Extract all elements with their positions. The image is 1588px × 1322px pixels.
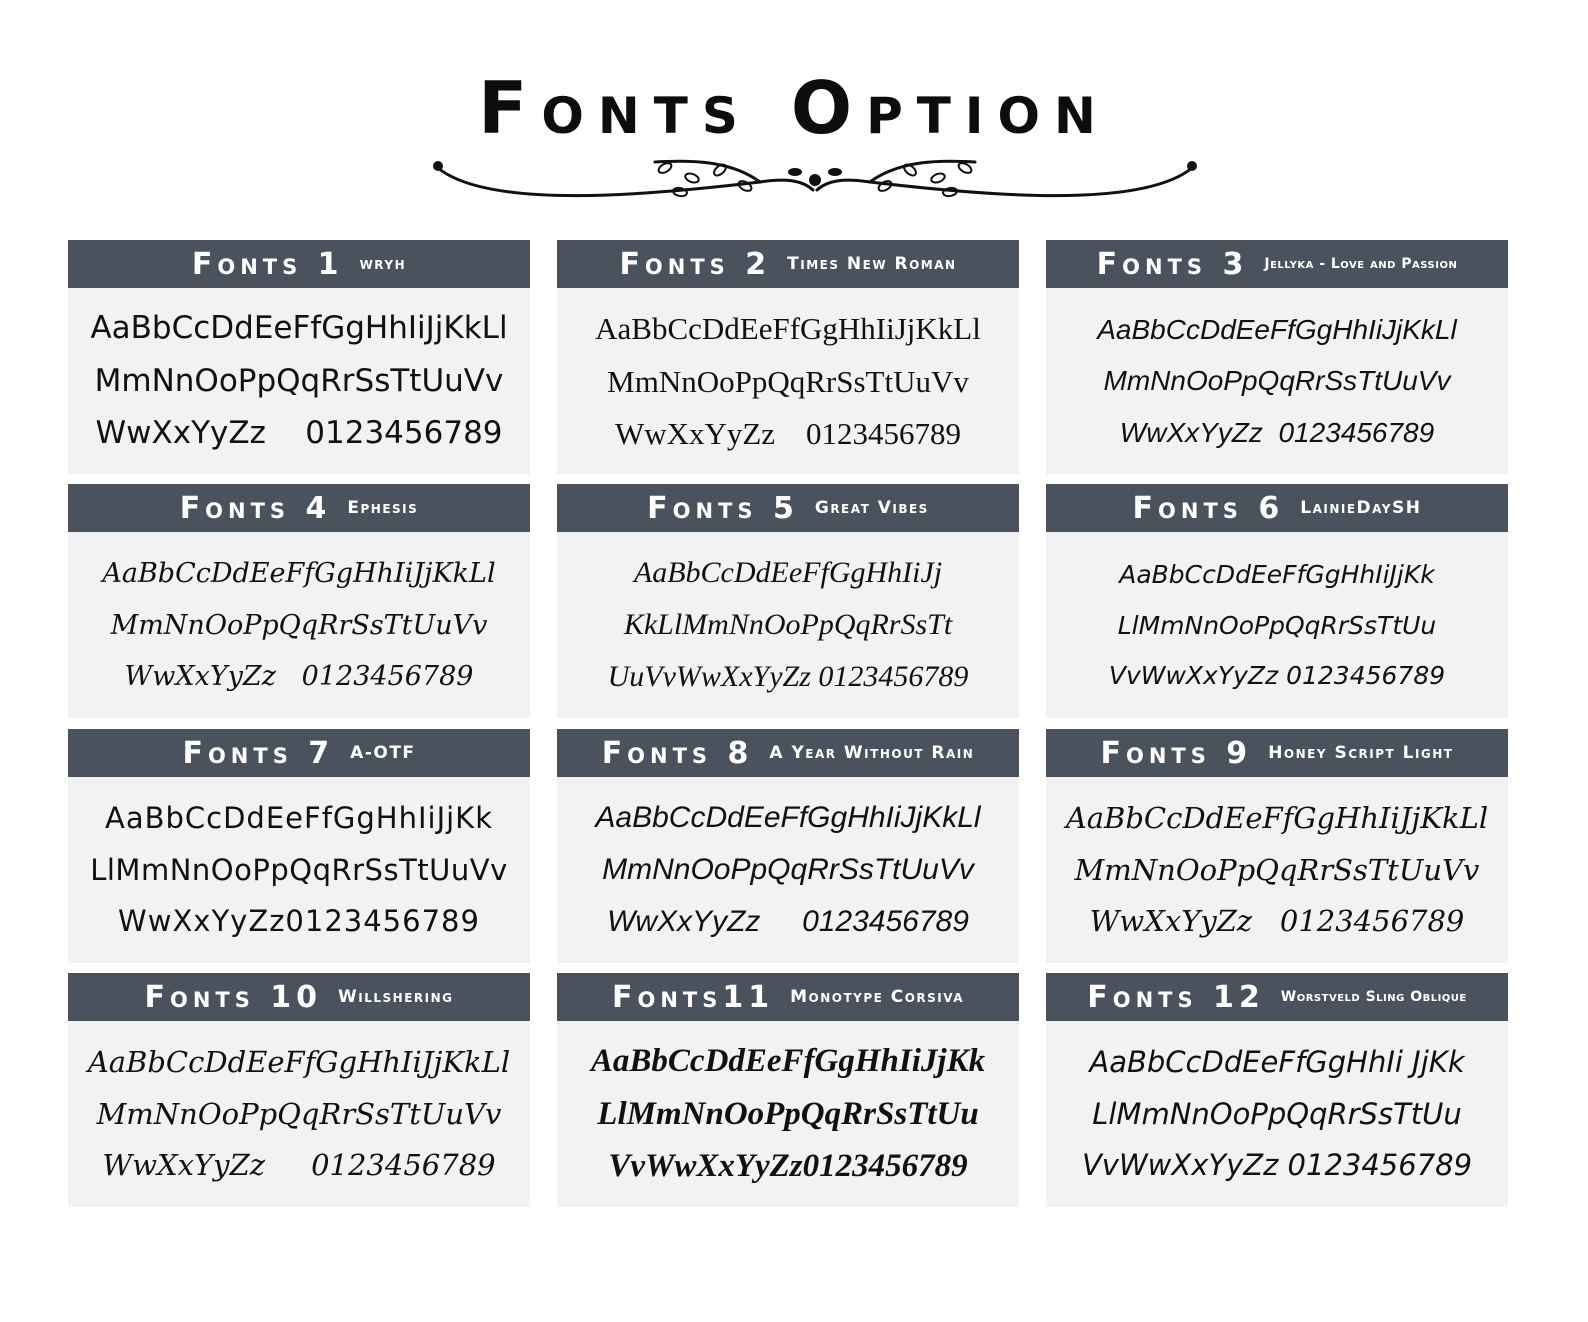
page-title: Fonts Option [478,66,1110,150]
font-sample-line: WwXxYyZz 0123456789 [124,660,474,692]
font-sample [1046,1021,1508,1207]
font-card-header [68,973,530,1021]
font-card-7 [68,729,530,963]
font-sample [1046,777,1508,963]
font-sample-line: MmNnOoPpQqRrSsTtUuVv [1103,365,1451,396]
font-card-2 [557,240,1019,474]
font-card-9 [1046,729,1508,963]
font-card-header [68,729,530,777]
font-sample-line: MmNnOoPpQqRrSsTtUuVv [96,1096,502,1131]
font-card-label: Fonts 10 [144,979,323,1015]
font-card-5 [557,484,1019,718]
font-card-label: Fonts 3 [1096,246,1249,282]
font-sample-line: KkLlMmNnOoPpQqRrSsTt [623,608,953,641]
font-sample-line: MmNnOoPpQqRrSsTtUuVv [110,609,488,641]
font-sample [1046,532,1508,718]
font-sample-line: LlMmNnOoPpQqRrSsTtUu [597,1095,979,1132]
font-sample-line: WwXxYyZz 0123456789 [95,414,503,451]
font-sample [557,288,1019,474]
font-sample-line: WwXxYyZz 0123456789 [1089,904,1465,939]
font-card-fontname: A-OTF [350,743,416,763]
font-card-header [1046,240,1508,288]
font-sample-line: MmNnOoPpQqRrSsTtUuVv [1074,852,1480,887]
font-sample-line: MmNnOoPpQqRrSsTtUuVv [602,853,974,886]
font-card-label: Fonts 7 [182,735,335,771]
font-sample-line: WwXxYyZz 0123456789 [614,415,962,451]
font-sample-line: AaBbCcDdEeFfGgHhIi JjKk [1089,1044,1465,1079]
font-card-3 [1046,240,1508,474]
font-sample [557,777,1019,963]
font-card-fontname: Worstveld Sling Oblique [1280,989,1467,1005]
font-card-fontname: wryh [359,254,407,274]
font-card-label: Fonts 9 [1100,735,1253,771]
font-card-header [557,484,1019,532]
font-sample-line: AaBbCcDdEeFfGgHhIiJjKkLl [102,558,496,590]
font-card-header [1046,729,1508,777]
font-sample-line: LlMmNnOoPpQqRrSsTtUu [1092,1096,1462,1131]
font-sample [557,1021,1019,1207]
font-sample-line: AaBbCcDdEeFfGgHhIiJjKkLl [595,801,981,834]
font-sample-line: AaBbCcDdEeFfGgHhIiJjKk [590,1042,986,1079]
font-sample-line: VvWwXxYyZz0123456789 [608,1148,968,1185]
font-sample [557,532,1019,718]
font-card-fontname: Jellyka - Love and Passion [1264,256,1458,272]
font-card-fontname: Times New Roman [787,254,957,274]
font-card-6 [1046,484,1508,718]
font-card-label: Fonts 6 [1132,490,1285,526]
font-card-header [557,240,1019,288]
font-sample-line: AaBbCcDdEeFfGgHhIiJjKkLl [1065,800,1489,835]
font-sample [68,777,530,963]
font-card-fontname: Ephesis [347,498,419,518]
font-card-header [68,484,530,532]
font-sample-line: LlMmNnOoPpQqRrSsTtUu [1117,610,1437,640]
font-sample-line: AaBbCcDdEeFfGgHhIiJjKkLl [87,1044,511,1079]
font-sample-line: UuVvWwXxYyZz 0123456789 [607,660,969,693]
font-sample-line: AaBbCcDdEeFfGgHhIiJjKk [1119,559,1435,589]
font-card-label: Fonts 12 [1087,979,1265,1015]
font-card-label: Fonts11 [611,979,775,1015]
font-card-10 [68,973,530,1207]
font-card-12 [1046,973,1508,1207]
font-sample-line: AaBbCcDdEeFfGgHhIiJjKkLl [1097,313,1457,345]
font-card-header [68,240,530,288]
vine-flourish-icon [430,150,1200,210]
font-card-label: Fonts 2 [619,246,772,282]
font-sample-line: WwXxYyZz 0123456789 [1119,416,1435,448]
font-sample-line: WwXxYyZz 0123456789 [102,1148,496,1183]
font-card-header [557,973,1019,1021]
font-sample-line: WwXxYyZz 0123456789 [607,905,969,938]
font-sample-line: AaBbCcDdEeFfGgHhIiJjKk [105,800,493,835]
font-card-label: Fonts 8 [601,735,754,771]
font-sample-line: AaBbCcDdEeFfGgHhIiJjKkLl [90,310,508,347]
font-card-fontname: Willshering [338,987,454,1007]
font-card-fontname: Honey Script Light [1268,743,1454,763]
font-card-fontname: Great Vibes [814,498,929,518]
font-sample-line: WwXxYyZz0123456789 [118,904,480,939]
font-sample-line: VvWwXxYyZz 0123456789 [1108,661,1446,691]
font-sample [68,288,530,474]
font-card-fontname: A Year Without Rain [769,743,975,763]
font-card-4 [68,484,530,718]
font-sample [68,1021,530,1207]
font-card-header [557,729,1019,777]
font-sample [1046,288,1508,474]
font-card-1 [68,240,530,474]
font-card-fontname: Monotype Corsiva [790,987,965,1007]
font-sample-line: AaBbCcDdEeFfGgHhIiJj [633,556,943,589]
font-card-8 [557,729,1019,963]
font-card-header [1046,484,1508,532]
font-card-fontname: LainieDaySH [1300,498,1422,518]
font-sample [68,532,530,718]
font-sample-line: AaBbCcDdEeFfGgHhIiJjKkLl [595,311,981,347]
font-sample-line: MmNnOoPpQqRrSsTtUuVv [607,363,969,399]
font-card-label: Fonts 1 [191,246,344,282]
font-card-label: Fonts 5 [647,490,799,526]
font-sample-line: LlMmNnOoPpQqRrSsTtUuVv [90,852,508,887]
font-sample-line: VvWwXxYyZz 0123456789 [1081,1148,1473,1183]
font-card-label: Fonts 4 [179,490,332,526]
font-card-header [1046,973,1508,1021]
font-card-11 [557,973,1019,1207]
font-sample-line: MmNnOoPpQqRrSsTtUuVv [94,362,504,399]
